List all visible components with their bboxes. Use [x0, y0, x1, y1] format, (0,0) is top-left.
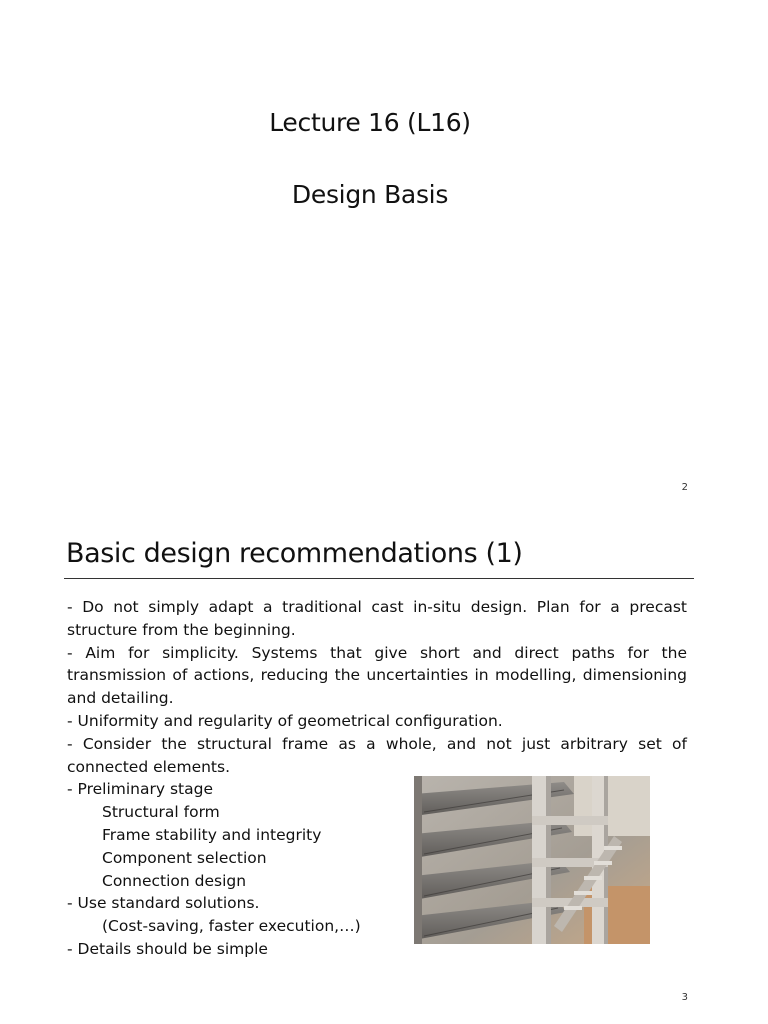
bullet-paragraph: - Aim for simplicity. Systems that give short and direct paths for the transmission of actions, reducing the uncertainties in modelling, dimensioning and detailing. [67, 643, 687, 708]
sub-item: Connection design [102, 871, 247, 890]
bullet-paragraph: - Uniformity and regularity of geometrical configuration. [67, 711, 503, 730]
slide-recommendations [0, 512, 768, 1024]
lecture-title: Lecture 16 (L16) [269, 108, 471, 137]
bullet-standard-solutions: - Use standard solutions. [67, 894, 260, 913]
bullet-paragraph: - Consider the structural frame as a whole, and not just arbitrary set of connected elements. [67, 734, 687, 776]
bullet-preliminary-stage: - Preliminary stage [67, 780, 214, 799]
sub-item: Frame stability and integrity [102, 825, 322, 844]
bullet-details: - Details should be simple [67, 939, 268, 958]
page-number: 3 [681, 992, 688, 1003]
page-number: 2 [681, 482, 688, 493]
sub-item-note: (Cost-saving, faster execution,…) [102, 917, 361, 936]
slide-heading: Basic design recommendations (1) [66, 538, 523, 569]
heading-divider [64, 578, 694, 579]
sub-item: Structural form [102, 803, 220, 822]
precast-structure-photo [414, 776, 650, 944]
lecture-subtitle: Design Basis [291, 180, 449, 209]
sub-item: Component selection [102, 848, 267, 867]
bullet-paragraph: - Do not simply adapt a traditional cast in-situ design. Plan for a precast structure from the beginning. [67, 598, 687, 639]
